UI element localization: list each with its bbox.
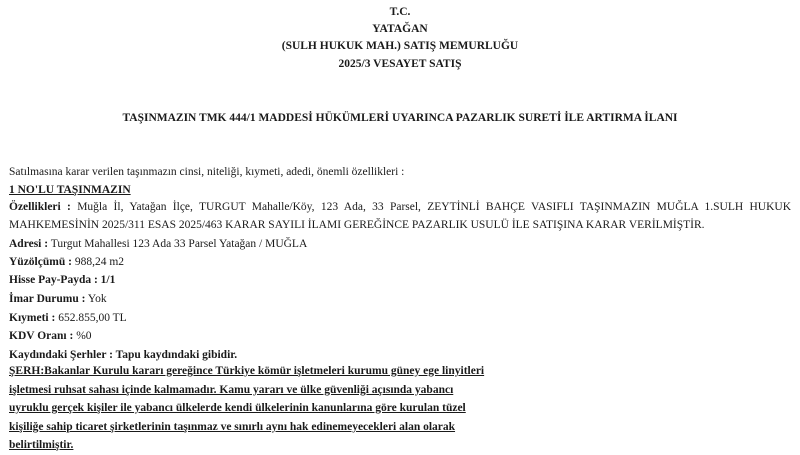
area-label: Yüzölçümü : xyxy=(9,256,72,268)
address-value: Turgut Mahallesi 123 Ada 33 Parsel Yatağan / MUĞLA xyxy=(50,238,308,250)
note-line: ŞERH:Bakanlar Kurulu kararı gereğince Türkiye kömür işletmeleri kurumu güney ege linyitleri xyxy=(9,365,485,377)
header-tc: T.C. xyxy=(389,6,411,18)
property-address xyxy=(9,237,307,251)
features-value: Muğla İl, Yatağan İlçe, TURGUT Mahalle/Köy, 123 Ada, 33 Parsel, ZEYTİNLİ BAHÇE VASIFLI TAŞINMAZIN MUĞLA 1.SULH HUKUK MAHKEMESİNİN 2025/311 ESAS 2025/463 KARAR SAYILI İLAMI GEREĞİNCE PAZARLIK USULÜ İLE SATIŞINA KARAR VERİLMİŞTİR. xyxy=(9,201,791,231)
property-features xyxy=(9,198,791,234)
value-amount: 652.855,00 TL xyxy=(58,312,127,324)
property-heading: 1 NO'LU TAŞINMAZIN xyxy=(9,184,131,196)
vat-label: KDV Oranı : xyxy=(9,330,74,342)
features-label: Özellikleri : xyxy=(9,201,71,213)
zoning-value: Yok xyxy=(87,293,107,305)
header-yatagan: YATAĞAN xyxy=(372,23,428,35)
note-line: kişiliğe sahip ticaret şirketlerinin taşınmaz ve sınırlı aynı hak edinemeyecekleri alan olarak xyxy=(9,420,456,433)
property-value xyxy=(9,311,127,325)
note-line: uyruklu gerçek kişiler ile yabancı ülkelerde kendi ülkelerinin kanunlarına göre kurulan tüzel xyxy=(9,402,466,414)
intro-text: Satılmasına karar verilen taşınmazın cinsi, niteliği, kıymeti, adedi, önemli özellikleri : xyxy=(9,166,405,178)
announcement-title: TAŞINMAZIN TMK 444/1 MADDESİ HÜKÜMLERİ UYARINCA PAZARLIK SURETİ İLE ARTIRMA İLANI xyxy=(122,112,678,124)
property-zoning xyxy=(9,292,107,306)
vat-value: %0 xyxy=(76,330,92,342)
property-area xyxy=(9,255,124,269)
header-file-number: 2025/3 VESAYET SATIŞ xyxy=(338,58,462,70)
address-label: Adresi : xyxy=(9,238,49,250)
property-share: Hisse Pay-Payda : 1/1 xyxy=(9,274,116,286)
note-line: işletmesi ruhsat sahası içinde kalmamadır. Kamu yararı ve ülke güvenliği açısında yabancı xyxy=(9,383,454,396)
property-vat xyxy=(9,329,92,343)
encumbrance-note xyxy=(9,362,509,455)
header-office: (SULH HUKUK MAH.) SATIŞ MEMURLUĞU xyxy=(281,40,519,52)
note-line: belirtilmiştir. xyxy=(9,439,74,451)
area-value: 988,24 m2 xyxy=(74,256,125,268)
zoning-label: İmar Durumu : xyxy=(9,293,86,305)
property-encumbrance: Kaydındaki Şerhler : Tapu kaydındaki gibidir. xyxy=(9,349,238,361)
value-label: Kıymeti : xyxy=(9,312,56,324)
